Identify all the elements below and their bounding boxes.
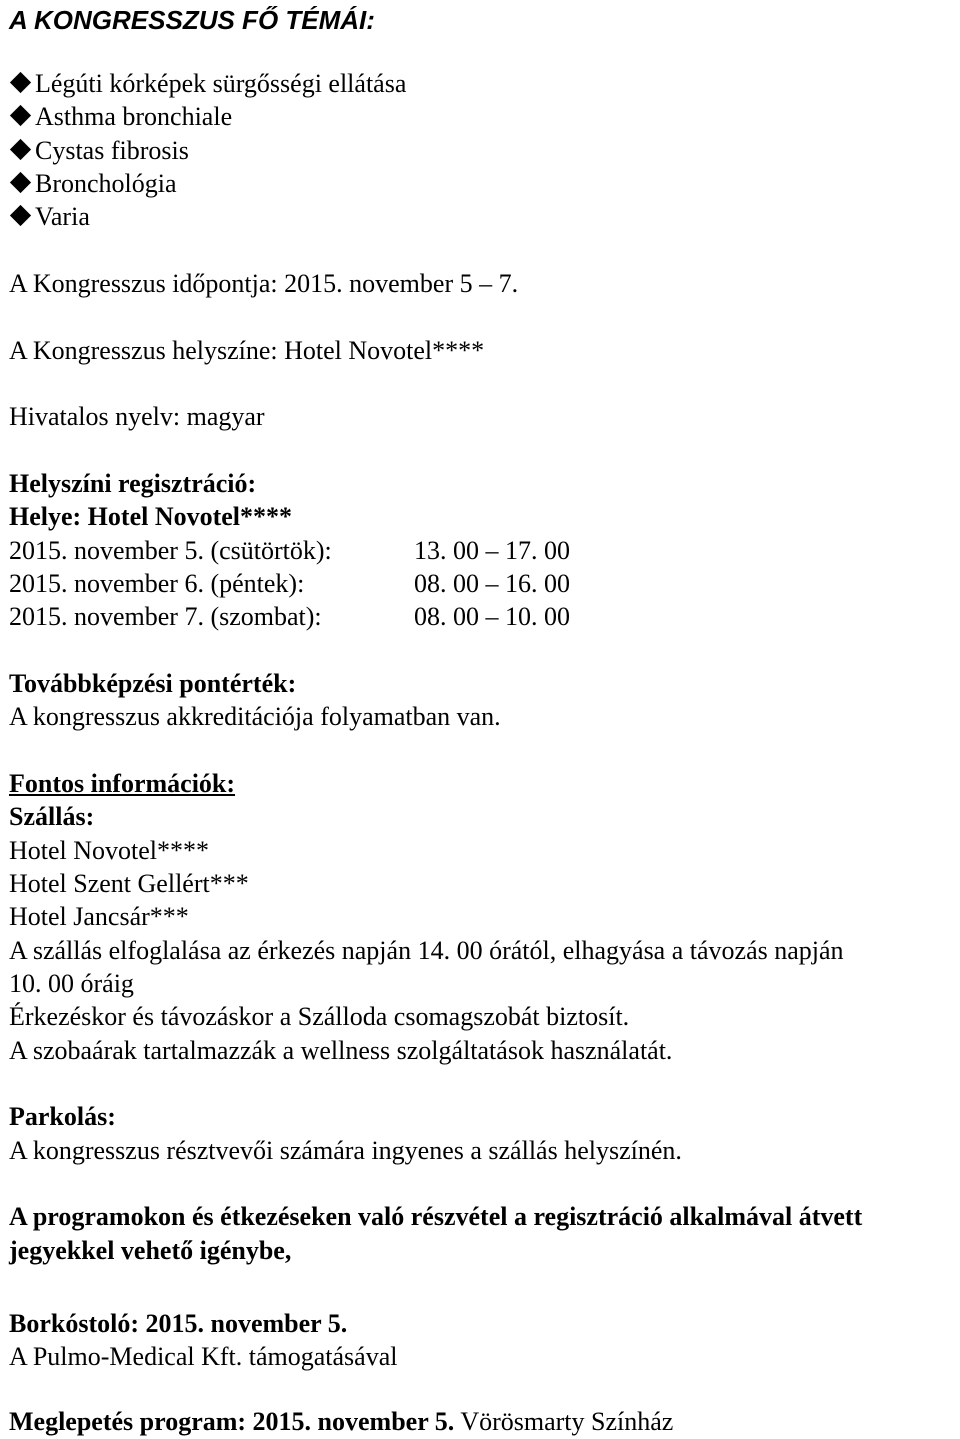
checkin-text: A szállás elfoglalása az érkezés napján 14. 00 órától, elhagyása a távozás napján bbox=[9, 936, 844, 965]
credits-heading: Továbbképzési pontérték: bbox=[9, 669, 297, 698]
parking-text: A kongresszus résztvevői számára ingyenes a szállás helyszínén. bbox=[9, 1136, 682, 1165]
luggage-text: Érkezéskor és távozáskor a Szálloda csomagszobát biztosít. bbox=[9, 1002, 630, 1031]
topic-item: Asthma bronchiale bbox=[9, 100, 232, 134]
topic-item: Varia bbox=[9, 200, 90, 234]
checkout-text: 10. 00 óráig bbox=[9, 969, 134, 998]
topic-item: Cystas fibrosis bbox=[9, 134, 189, 168]
topic-item: Bronchológia bbox=[9, 167, 177, 201]
diamond-bullet-icon bbox=[9, 200, 35, 234]
hotel-item: Hotel Jancsár*** bbox=[9, 902, 189, 931]
registration-row: 2015. november 7. (szombat): 08. 00 – 10. 00 bbox=[9, 602, 570, 631]
congress-venue: A Kongresszus helyszíne: Hotel Novotel**** bbox=[9, 336, 485, 365]
hotel-item: Hotel Szent Gellért*** bbox=[9, 869, 249, 898]
diamond-bullet-icon bbox=[9, 100, 35, 134]
hotel-item: Hotel Novotel**** bbox=[9, 836, 210, 865]
wine-tasting-sponsor: A Pulmo-Medical Kft. támogatásával bbox=[9, 1342, 398, 1371]
topic-item: Légúti kórképek sürgősségi ellátása bbox=[9, 67, 406, 101]
official-language: Hivatalos nyelv: magyar bbox=[9, 402, 265, 431]
lodging-heading: Szállás: bbox=[9, 802, 95, 831]
congress-date: A Kongresszus időpontja: 2015. november 5 – 7. bbox=[9, 269, 519, 298]
programs-text-continued: jegyekkel vehető igénybe, bbox=[9, 1236, 292, 1265]
diamond-bullet-icon bbox=[9, 134, 35, 168]
registration-row: 2015. november 6. (péntek): 08. 00 – 16. 00 bbox=[9, 569, 570, 598]
programs-text: A programokon és étkezéseken való részvétel a regisztráció alkalmával átvett bbox=[9, 1202, 863, 1231]
important-info-heading: Fontos információk: bbox=[9, 769, 236, 798]
registration-row: 2015. november 5. (csütörtök): 13. 00 – 17. 00 bbox=[9, 536, 570, 565]
wellness-text: A szobaárak tartalmazzák a wellness szolgáltatások használatát. bbox=[9, 1036, 673, 1065]
wine-tasting-heading: Borkóstoló: 2015. november 5. bbox=[9, 1309, 348, 1338]
surprise-program: Meglepetés program: 2015. november 5. Vörösmarty Színház bbox=[9, 1407, 674, 1436]
diamond-bullet-icon bbox=[9, 67, 35, 101]
registration-place: Helye: Hotel Novotel**** bbox=[9, 502, 293, 531]
page-title: A KONGRESSZUS FŐ TÉMÁI: bbox=[9, 5, 375, 35]
parking-heading: Parkolás: bbox=[9, 1102, 116, 1131]
registration-heading: Helyszíni regisztráció: bbox=[9, 469, 257, 498]
credits-text: A kongresszus akkreditációja folyamatban van. bbox=[9, 702, 501, 731]
diamond-bullet-icon bbox=[9, 167, 35, 201]
